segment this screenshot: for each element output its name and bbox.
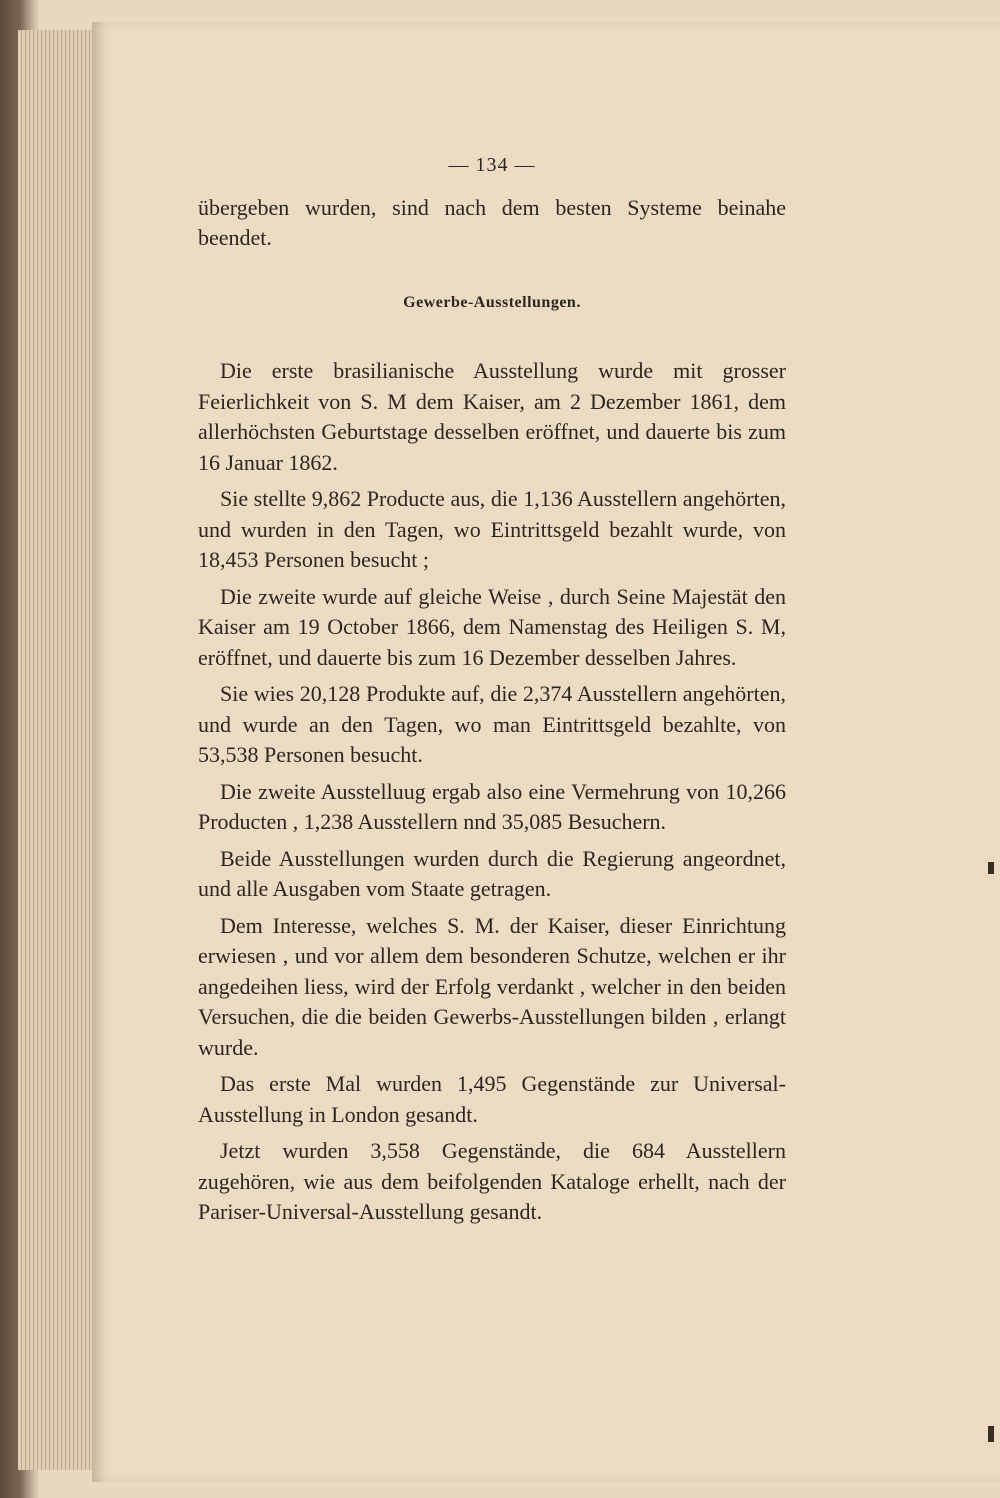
text-column (198, 150, 786, 1234)
page-number: — 134 — (448, 154, 536, 176)
margin-mark (988, 1426, 994, 1442)
paragraph: Die zweite wurde auf gleiche Weise , durch Seine Majestät den Kaiser am 19 October 1866, dem Namenstag des Heiligen S. M, eröffnet, und dauerte bis zum 16 Dezember desselben Jahres. (198, 583, 786, 670)
margin-mark (988, 862, 994, 874)
paragraph: Beide Ausstellungen wurden durch die Regierung angeordnet, und alle Ausgaben vom Staate getragen. (198, 845, 786, 901)
paragraph: Die zweite Ausstelluug ergab also eine Vermehrung von 10,266 Producten , 1,238 Ausstellern nnd 35,085 Besuchern. (198, 778, 786, 834)
paragraph: Die erste brasilianische Ausstellung wurde mit grosser Feierlichkeit von S. M dem Kaiser, am 2 Dezember 1861, dem allerhöchsten Geburtstage desselben eröffnet, und dauerte bis zum 16 Januar 1862. (198, 358, 786, 475)
opening-paragraph: übergeben wurden, sind nach dem besten Systeme beinahe beendet. (198, 194, 786, 250)
paragraph: Sie wies 20,128 Produkte auf, die 2,374 Ausstellern angehörten, und wurde an den Tagen, wo man Eintrittsgeld bezahlte, von 53,538 Personen besucht. (198, 681, 786, 767)
paragraph: Jetzt wurden 3,558 Gegenstände, die 684 Ausstellern zugehören, wie aus dem beifolgenden Kataloge erhellt, nach der Pariser-Universal-Ausstellung gesandt. (198, 1138, 786, 1224)
page-edges (18, 30, 96, 1470)
section-heading: Gewerbe-Ausstellungen. (403, 293, 581, 311)
paragraph: Sie stellte 9,862 Producte aus, die 1,136 Ausstellern angehörten, und wurden in den Tagen, wo Eintrittsgeld bezahlt wurde, von 18,453 Personen besucht ; (198, 486, 786, 572)
paragraph: Dem Interesse, welches S. M. der Kaiser, dieser Einrichtung erwiesen , und vor allem dem besonderen Schutze, welchen er ihr angedeihen liess, wird der Erfolg verdankt , welcher in den beiden Versuchen, die die beiden Gewerbs-Ausstellungen bilden , erlangt wurde. (198, 912, 786, 1060)
paragraph: Das erste Mal wurden 1,495 Gegenstände zur Universal-Ausstellung in London gesandt. (198, 1071, 786, 1127)
